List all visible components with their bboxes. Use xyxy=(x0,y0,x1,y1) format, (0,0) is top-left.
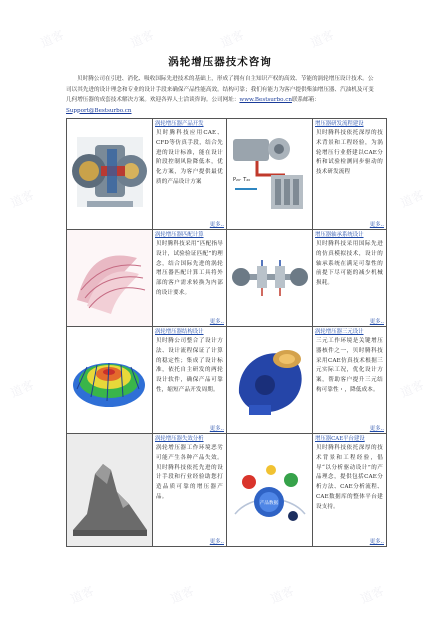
structure-design-body: 贝时腾公司整合了设计方法、设计流程保证了计算的稳定性；集成了设计标准，依托自主研发的两轮设计软件，确保产品可靠性，缩短产品开发周期。 xyxy=(156,338,223,393)
3d-design-title[interactable]: 涡轮增压器三元设计 xyxy=(315,329,364,335)
product-dev-more-link[interactable]: 更多.. xyxy=(209,222,224,228)
bearing-system-illustration xyxy=(227,230,312,326)
rd-process-more-link[interactable]: 更多.. xyxy=(369,222,384,228)
watermark-text: 道客 xyxy=(398,187,427,211)
cae-platform-image xyxy=(227,434,313,547)
matching-calc-title[interactable]: 涡轮增压器匹配计算 xyxy=(155,232,204,238)
watermark-text: 道客 xyxy=(168,583,197,607)
pressure-temp-label: P₂₀· T₂₀ xyxy=(233,177,251,183)
watermark-text: 道客 xyxy=(68,583,97,607)
bearing-system-body: 贝时腾科技采用国际先进的仿真模拟技术，设计的轴承系统在满足可靠性的前提下尽可能的减少机械损耗。 xyxy=(316,241,383,287)
cae-platform-body: 贝时腾科技依托深厚的技术背景和工程经验，倡导“以分析驱动设计”的产品理念，提供包括CAE分析方法、CAE分析流程、CAE数据库的整体平台建设支持。 xyxy=(316,445,383,510)
email-link[interactable]: Support@Bestsurbo.cn xyxy=(66,107,132,114)
bearing-system-cell xyxy=(313,230,387,327)
failure-analysis-body: 涡轮增压器工作环境恶劣可能产生各种产品失效。贝时腾科技依托先进的设计手段和行业经验助您打造品质可靠的增压器产品。 xyxy=(156,445,223,500)
structure-design-title[interactable]: 涡轮增压器结构设计 xyxy=(155,329,204,335)
3d-design-cell xyxy=(313,327,387,434)
fracture-illustration xyxy=(67,434,152,546)
watermark-text: 道客 xyxy=(8,377,37,401)
bearing-system-title[interactable]: 增压器轴承系统设计 xyxy=(315,232,364,238)
3d-design-image xyxy=(227,327,313,434)
engine-diagram-illustration xyxy=(227,119,312,229)
product-dev-image xyxy=(67,119,153,230)
rd-process-image xyxy=(227,119,313,230)
product-dev-title[interactable]: 涡轮增压器产品开发 xyxy=(155,121,204,127)
rd-process-cell xyxy=(313,119,387,230)
failure-analysis-cell xyxy=(153,434,227,547)
website-link[interactable]: www.Bestsurbo.cn xyxy=(239,97,292,103)
structure-design-more-link[interactable]: 更多.. xyxy=(209,426,224,432)
fea-wheel-illustration xyxy=(67,327,152,433)
3d-design-more-link[interactable]: 更多.. xyxy=(369,426,384,432)
rd-process-body: 贝时腾科技依托深厚的技术背景和工程经验，为涡轮增压行业搭建以CAE分析和试验检测同步驱动的技术研发流程 xyxy=(316,130,383,176)
rd-process-title[interactable]: 增压器研发流程建设 xyxy=(315,121,364,127)
watermark-text: 道客 xyxy=(308,27,337,51)
product-dev-body: 贝时腾科技应用CAE、CFD等仿真手段，结合先进的设计标准，能在设计阶段控制风险降低本，优化方案，为客户提供最优质的产品设计方案 xyxy=(156,130,223,185)
bearing-system-image xyxy=(227,230,313,327)
watermark-text: 道客 xyxy=(128,27,157,51)
intro-paragraph xyxy=(66,74,376,116)
watermark-text: 道客 xyxy=(218,27,247,51)
structure-design-cell xyxy=(153,327,227,434)
cae-platform-cell xyxy=(313,434,387,547)
matching-calc-body: 贝时腾科技采用“匹配指导设计，试验验证匹配”的理念，结合国际先进的涡轮增压器匹配计算工具将外部的客户需求转换为内部的设计要求。 xyxy=(156,241,223,296)
contact-label: 联系邮箱： xyxy=(291,97,320,103)
failure-analysis-more-link[interactable]: 更多.. xyxy=(209,539,224,545)
watermark-text: 道客 xyxy=(398,377,427,401)
hub-label: 产品数据 xyxy=(259,501,279,506)
watermark-text: 道客 xyxy=(8,187,37,211)
watermark-text: 道客 xyxy=(38,27,67,51)
cae-platform-diagram xyxy=(227,434,312,546)
intro-text: 贝时腾公司在引进、消化、吸收国际先进技术的基础上，形成了拥有自主知识产权的高效、节能的涡轮增压设计技术。公司以其先进的设计理念和专业的设计手段来确保产品性能高效。结构可靠；我们有能力为客户提供柴油增压器、汽油机及可变几何增压器的成套技术解决方案。欢迎各界人士洽谈咨询。公司网址： xyxy=(66,76,374,103)
turbo-cutaway-illustration xyxy=(67,119,152,229)
page-title: 涡轮增压器技术咨询 xyxy=(168,56,272,68)
matching-calc-image xyxy=(67,230,153,327)
structure-design-image xyxy=(67,327,153,434)
watermark-text: 道客 xyxy=(358,583,387,607)
failure-analysis-image xyxy=(67,434,153,547)
3d-design-body: 三元工作环境是关键增压器核件之一，贝时腾科技采用CAE仿真技术根据三元实际工况，优化设计方案，帮助客户提升三元结构可靠性・，降低成本。 xyxy=(316,338,383,393)
flow-simulation-illustration xyxy=(67,230,152,326)
watermark-text: 道客 xyxy=(268,583,297,607)
matching-calc-cell xyxy=(153,230,227,327)
turbine-housing-illustration xyxy=(227,327,312,433)
services-table xyxy=(66,118,387,547)
product-dev-cell xyxy=(153,119,227,230)
failure-analysis-title[interactable]: 涡轮增压器失效分析 xyxy=(155,436,204,442)
cae-platform-more-link[interactable]: 更多.. xyxy=(369,539,384,545)
matching-calc-more-link[interactable]: 更多.. xyxy=(209,319,224,325)
bearing-system-more-link[interactable]: 更多.. xyxy=(369,319,384,325)
cae-platform-title[interactable]: 增压器CAE平台建设 xyxy=(315,436,365,442)
